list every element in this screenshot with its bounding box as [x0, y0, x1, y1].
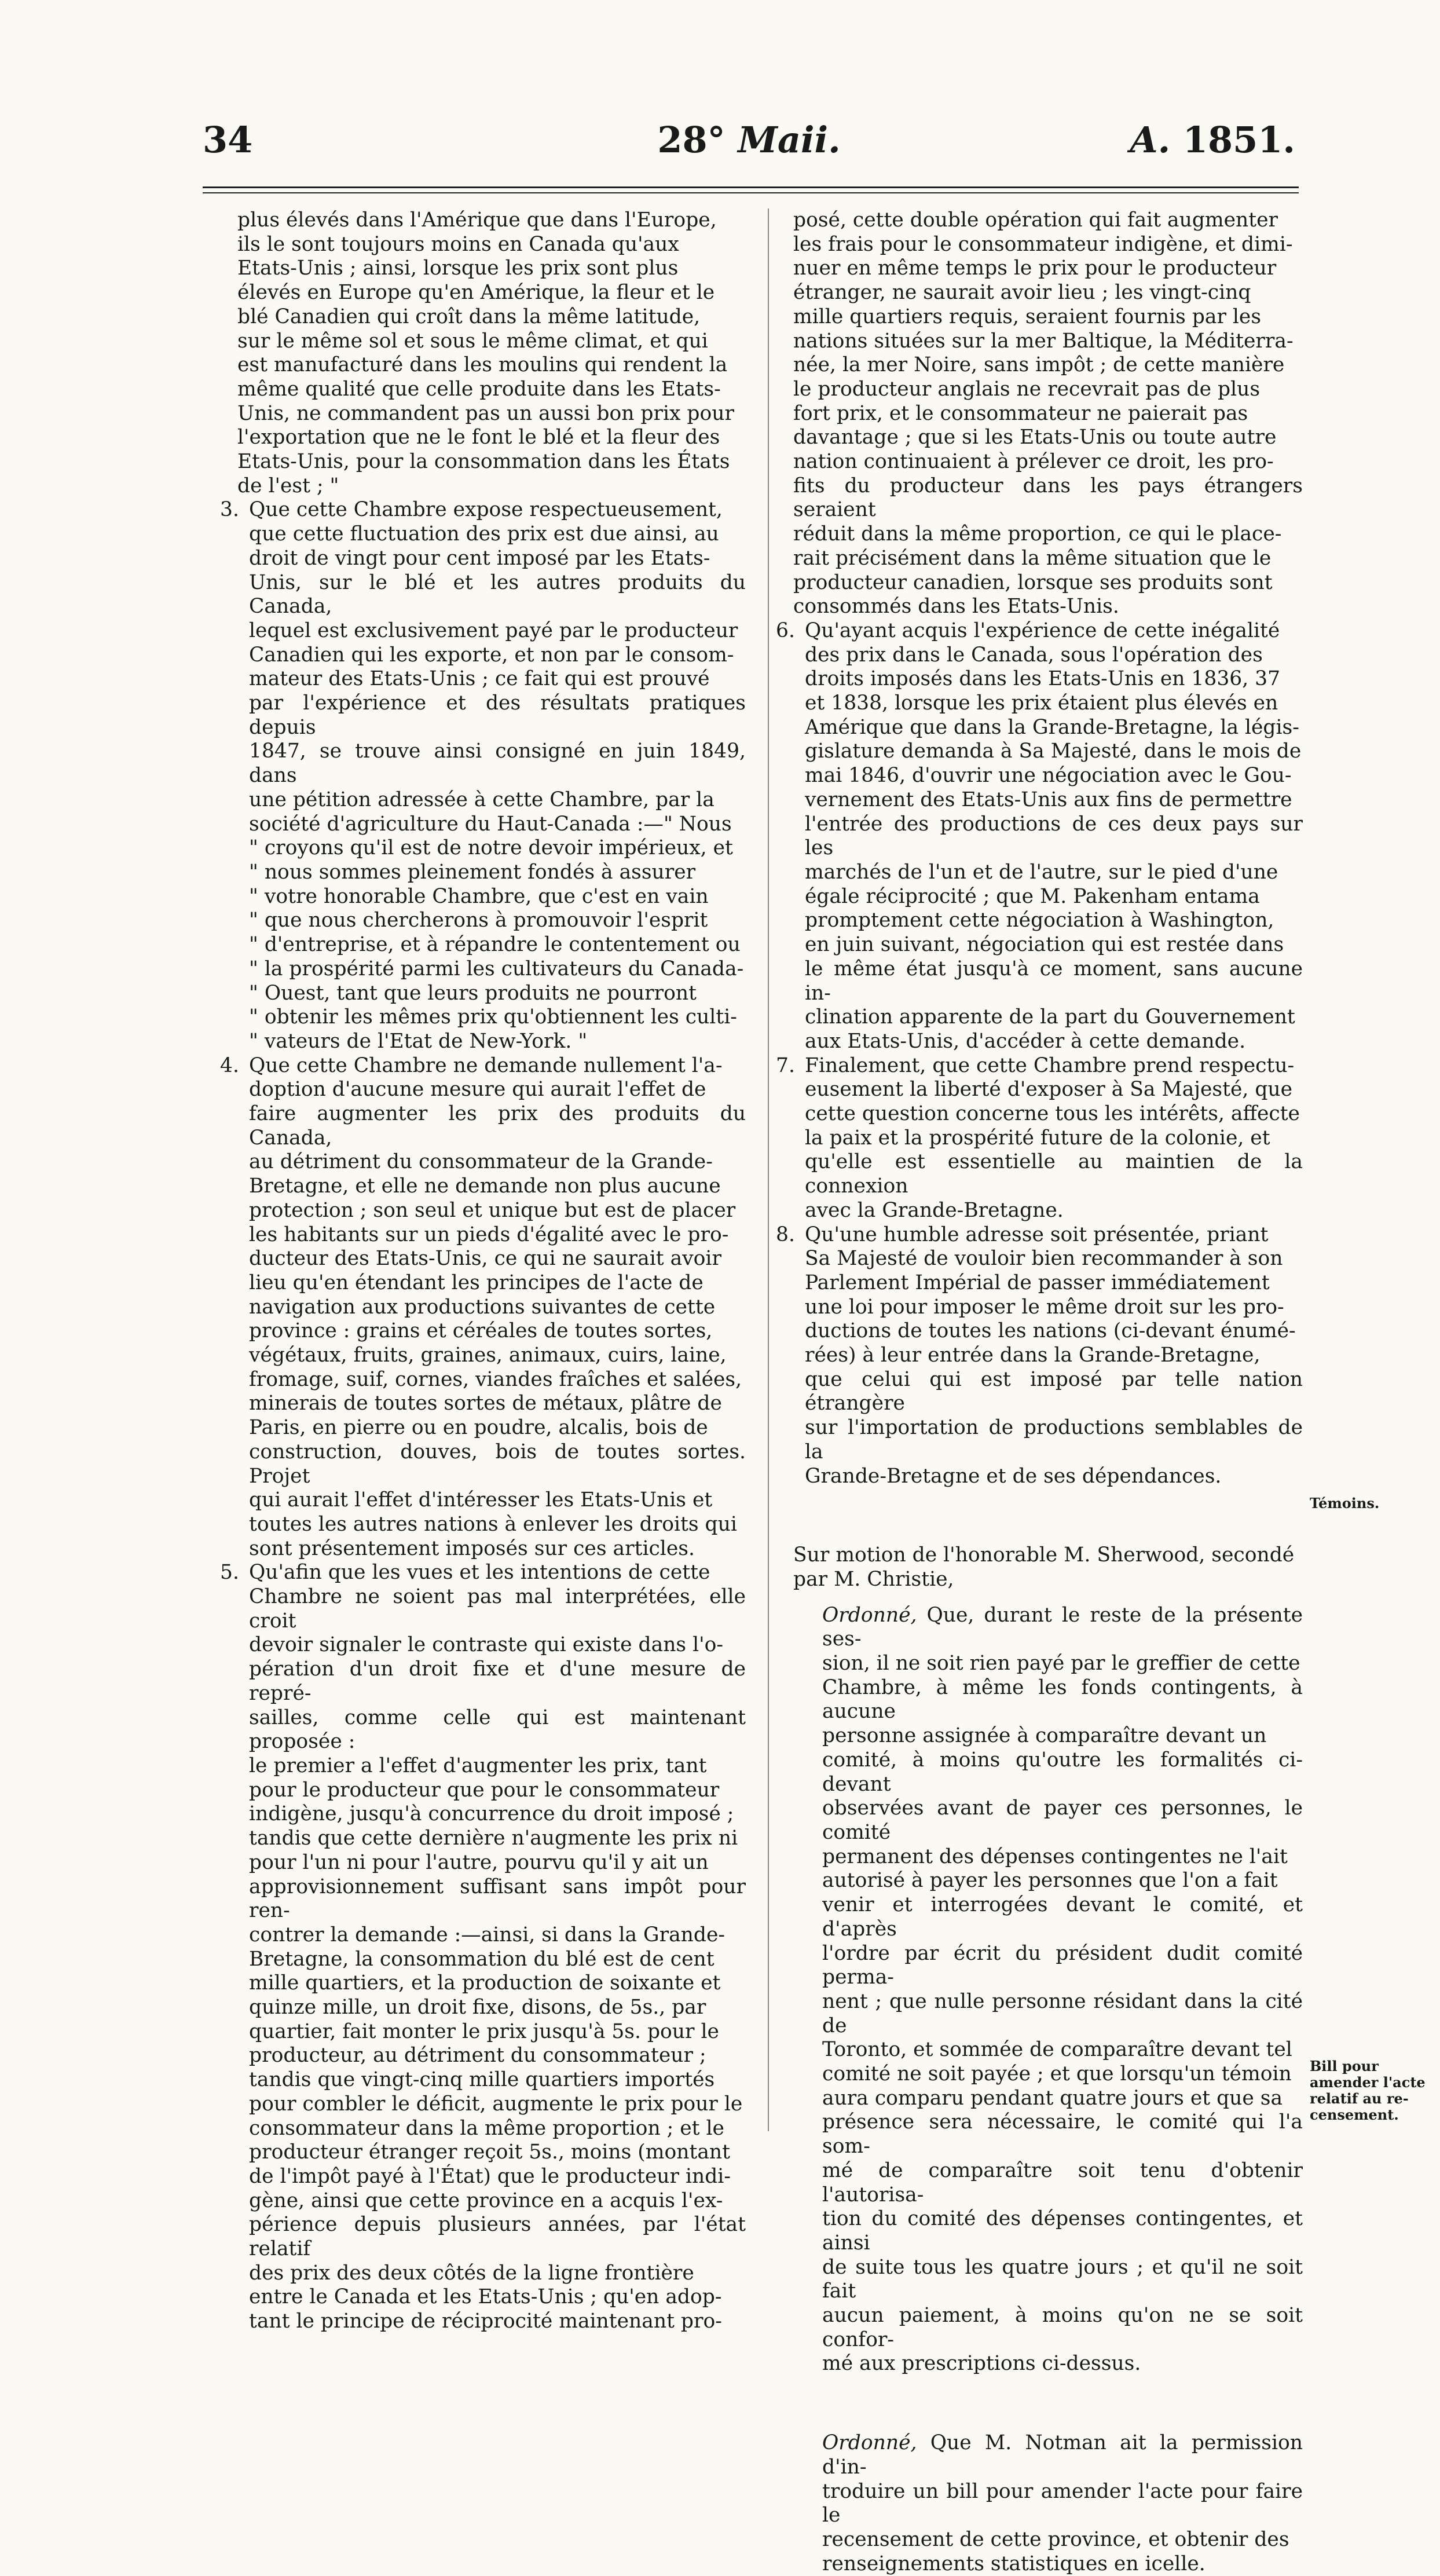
text-line: tandis que vingt-cinq mille quartiers importés [249, 2068, 715, 2092]
text-line: le même état jusqu'à ce moment, sans aucune in- [805, 957, 1303, 1005]
left-column [220, 208, 746, 2334]
item-number: 7. [776, 1053, 795, 1077]
text-line: des prix dans le Canada, sous l'opération des [805, 643, 1263, 667]
text-line: sont présentement imposés sur ces articles. [249, 1536, 695, 1560]
page-header [203, 119, 1295, 171]
text-line: Bretagne, et elle ne demande non plus aucune [249, 1174, 721, 1198]
spacer [793, 1488, 1303, 1543]
text-line: mille quartiers, et la production de soixante et [249, 1971, 721, 1995]
text-line: les frais pour le consommateur indigène, et dimi- [793, 232, 1293, 256]
text-line: nuer en même temps le prix pour le producteur [793, 257, 1277, 280]
text-line: le premier a l'effet d'augmenter les prix, tant [249, 1754, 707, 1777]
text-line: Que cette Chambre expose respectueusement, [249, 498, 723, 522]
text-line: " obtenir les mêmes prix qu'obtiennent les culti- [249, 1005, 737, 1029]
text-line: recensement de cette province, et obtenir des [822, 2527, 1289, 2551]
resolution-4 [220, 1053, 746, 1561]
margin-note-bill [1310, 2058, 1426, 2123]
resolution-5 [220, 1561, 746, 2334]
text-line: qu'elle est essentielle au maintien de la connexion [805, 1150, 1303, 1198]
text-line: cette question concerne tous les intérêts, affecte [805, 1102, 1300, 1126]
text-line: " nous sommes pleinement fondés à assurer [249, 860, 696, 884]
text-line: les habitants sur un pieds d'égalité avec le pro- [249, 1223, 729, 1246]
margin-note-line: relatif au re- [1310, 2090, 1409, 2107]
order-bill [793, 2431, 1303, 2576]
intro-paragraph [237, 208, 746, 498]
order-first-line [799, 2431, 1303, 2479]
text-line: droit de vingt pour cent imposé par les Etats- [249, 546, 710, 570]
resolution-3 [220, 498, 746, 1053]
text-line: Parlement Impérial de passer immédiatement [805, 1271, 1270, 1294]
header-day: 28° [657, 119, 726, 161]
text-line: faire augmenter les prix des produits du Canada, [249, 1102, 746, 1150]
text-line: producteur étranger reçoit 5s., moins (montant [249, 2140, 730, 2164]
margin-note-line: Bill pour [1310, 2058, 1379, 2074]
text-line: permanent des dépenses contingentes ne l'ait [822, 1845, 1288, 1868]
margin-note-line: amender l'acte [1310, 2074, 1426, 2091]
text-line: tandis que cette dernière n'augmente les prix ni [249, 1827, 738, 1850]
text-line: Sur motion de l'honorable M. Sherwood, secondé [793, 1543, 1295, 1567]
text-line: sion, il ne soit rien payé par le greffier de cette [822, 1652, 1300, 1675]
text-line: blé Canadien qui croît dans la même latitude, [237, 305, 701, 328]
text-line: producteur canadien, lorsque ses produits sont [793, 570, 1273, 594]
text-line: une loi pour imposer le même droit sur les pro- [805, 1295, 1284, 1319]
text-line: contrer la demande :—ainsi, si dans la Grande- [249, 1923, 726, 1946]
text-line: lieu qu'en étendant les principes de l'acte de [249, 1271, 703, 1294]
text-line: pour combler le déficit, augmente le prix pour le [249, 2092, 743, 2116]
text-line: des prix des deux côtés de la ligne frontière [249, 2261, 694, 2285]
text-line: autorisé à payer les personnes que l'on a fait [822, 1869, 1278, 1893]
text-line: Toronto, et sommée de comparaître devant tel [822, 2038, 1292, 2062]
text-line: promptement cette négociation à Washington, [805, 909, 1274, 932]
header-year-number: 1851. [1182, 119, 1295, 161]
page-number: 34 [203, 119, 253, 161]
text-line: Sa Majesté de vouloir bien recommander à son [805, 1247, 1283, 1271]
text-line: " vateurs de l'Etat de New-York. " [249, 1029, 588, 1053]
text-line: végétaux, fruits, graines, animaux, cuirs, laine, [249, 1344, 727, 1367]
spacer [793, 2376, 1303, 2431]
text-line: périence depuis plusieurs années, par l'état relatif [249, 2213, 746, 2261]
text-line: mateur des Etats-Unis ; ce fait qui est prouvé [249, 667, 710, 691]
text-line: pour l'un ni pour l'autre, pourvu qu'il y ait un [249, 1850, 709, 1874]
text-line: lequel est exclusivement payé par le producteur [249, 619, 738, 642]
order-lead: Ordonné, [822, 2431, 917, 2455]
text-line: quartier, fait monter le prix jusqu'à 5s. pour le [249, 2019, 719, 2043]
header-date [657, 119, 840, 161]
header-year [1130, 119, 1295, 161]
text-line: navigation aux productions suivantes de cette [249, 1295, 716, 1319]
margin-note-line: censement. [1310, 2106, 1399, 2123]
resolution-8 [776, 1223, 1303, 1489]
order-body [799, 2480, 1303, 2576]
text-line: mé de comparaître soit tenu d'obtenir l'autorisa- [822, 2158, 1303, 2207]
text-line: nent ; que nulle personne résidant dans la cité de [822, 1989, 1303, 2037]
text-line: sur l'importation de productions semblables de la [805, 1416, 1303, 1463]
text-line: Paris, en pierre ou en poudre, alcalis, bois de [249, 1416, 708, 1440]
text-line: minerais de toutes sortes de métaux, plâtre de [249, 1392, 722, 1415]
text-line: davantage ; que si les Etats-Unis ou toute autre [793, 426, 1277, 449]
text-line: élevés en Europe qu'en Amérique, la fleur et le [237, 281, 715, 305]
text-line: construction, douves, bois de toutes sortes. Projet [249, 1440, 746, 1488]
text-line: aux Etats-Unis, d'accéder à cette demande. [805, 1029, 1246, 1053]
text-line: producteur, au détriment du consommateur ; [249, 2044, 706, 2068]
text-line: Etats-Unis, pour la consommation dans les États [237, 450, 730, 474]
text-line: en juin suivant, négociation qui est restée dans [805, 933, 1284, 957]
text-line: présence sera nécessaire, le comité qui l'a som- [822, 2110, 1303, 2158]
resolution-6 [776, 619, 1303, 1054]
text-line: ductions de toutes les nations (ci-devant énumé- [805, 1319, 1296, 1343]
text-line: rait précisément dans la même situation que le [793, 546, 1272, 570]
text-line: Unis, sur le blé et les autres produits du Canada, [249, 570, 746, 619]
text-line: sur le même sol et sous le même climat, et qui [237, 329, 708, 353]
text-line: aura comparu pendant quatre jours et que sa [822, 2086, 1283, 2110]
text-line: née, la mer Noire, sans impôt ; de cette manière [793, 353, 1285, 377]
text-line: posé, cette double opération qui fait augmenter [793, 208, 1278, 232]
order-witnesses [793, 1604, 1303, 2377]
text-line: Qu'une humble adresse soit présentée, priant [805, 1223, 1269, 1246]
text-line: droits imposés dans les Etats-Unis en 1836, 37 [805, 667, 1281, 691]
text-line: " votre honorable Chambre, que c'est en vain [249, 884, 709, 908]
text-line: que celui qui est imposé par telle nation étrangère [805, 1367, 1303, 1415]
text-line: vernement des Etats-Unis aux fins de permettre [805, 788, 1292, 811]
text-line: Bretagne, la consommation du blé est de cent [249, 1947, 714, 1971]
text-line: mai 1846, d'ouvrir une négociation avec le Gou- [805, 764, 1292, 788]
text-line: de l'est ; " [237, 474, 339, 497]
text-line: qui aurait l'effet d'intéresser les Etats-Unis et [249, 1488, 713, 1512]
text-line: est manufacturé dans les moulins qui rendent la [237, 353, 728, 377]
text-line: pour le producteur que pour le consommateur [249, 1778, 720, 1802]
text-line: aucun paiement, à moins qu'on ne se soit confor- [822, 2304, 1303, 2351]
text-line: Qu'afin que les vues et les intentions de cette [249, 1561, 710, 1585]
text-line: société d'agriculture du Haut-Canada :—" Nous [249, 812, 732, 836]
text-line: Chambre ne soient pas mal interprétées, elle croit [249, 1585, 746, 1633]
text-line: personne assignée à comparaître devant un [822, 1724, 1267, 1748]
motion-paragraph [793, 1543, 1303, 1591]
text-line: approvisionnement suffisant sans impôt pour ren- [249, 1875, 746, 1923]
text-line: fits du producteur dans les pays étrangers seraient [793, 474, 1303, 522]
text-line: Unis, ne commandent pas un aussi bon prix pour [237, 401, 735, 425]
text-line: doption d'aucune mesure qui aurait l'effet de [249, 1078, 706, 1102]
text-line: par l'expérience et des résultats pratiques depuis [249, 691, 746, 739]
text-line: même qualité que celle produite dans les Etats- [237, 377, 721, 401]
text-line: au détriment du consommateur de la Grande- [249, 1150, 713, 1174]
text-line: comité, à moins qu'outre les formalités ci-devant [822, 1748, 1303, 1796]
text-line: ils le sont toujours moins en Canada qu'aux [237, 232, 679, 256]
text-line: " Ouest, tant que leurs produits ne pourront [249, 981, 697, 1005]
text-line: " d'entreprise, et à répandre le contentement ou [249, 933, 741, 957]
text-line: marchés de l'un et de l'autre, sur le pied d'une [805, 860, 1278, 884]
text-line: devoir signaler le contraste qui existe dans l'o- [249, 1633, 724, 1657]
text-line: tant le principe de réciprocité maintenant pro- [249, 2310, 722, 2333]
text-line: Grande-Bretagne et de ses dépendances. [805, 1464, 1222, 1488]
text-line: 1847, se trouve ainsi consigné en juin 1849, dans [249, 740, 746, 788]
text-line: égale réciprocité ; que M. Pakenham entama [805, 884, 1260, 908]
text-line: quinze mille, un droit fixe, disons, de 5s., par [249, 1996, 706, 2019]
text-line: Canadien qui les exporte, et non par le consom- [249, 643, 734, 667]
text-line: une pétition adressée à cette Chambre, par la [249, 788, 714, 811]
item-number: 6. [776, 619, 795, 642]
text-line: consommés dans les Etats-Unis. [793, 595, 1119, 619]
text-line: Que M. Notman ait la permission d'in- [822, 2431, 1303, 2479]
text-line: de suite tous les quatre jours ; et qu'il ne soit fait [822, 2255, 1303, 2303]
text-line: sailles, comme celle qui est maintenant proposée : [249, 1706, 746, 1754]
item-number: 4. [220, 1053, 239, 1077]
text-line: que cette fluctuation des prix est due ainsi, au [249, 522, 719, 546]
text-line: avec la Grande-Bretagne. [805, 1198, 1064, 1222]
header-rule-thin [203, 192, 1299, 193]
text-line: " que nous chercherons à promouvoir l'esprit [249, 909, 708, 932]
text-line: fort prix, et le consommateur ne paierait pas [793, 401, 1248, 425]
text-line: rées) à leur entrée dans la Grande-Bretagne, [805, 1344, 1261, 1367]
text-line: Que cette Chambre ne demande nullement l'a- [249, 1053, 723, 1077]
text-line: l'exportation que ne le font le blé et la fleur des [237, 426, 720, 449]
text-line: par M. Christie, [793, 1567, 954, 1591]
text-line: fromage, suif, cornes, viandes fraîches et salées, [249, 1367, 742, 1391]
text-line: gislature demanda à Sa Majesté, dans le mois de [805, 740, 1302, 763]
text-line: " croyons qu'il est de notre devoir impérieux, et [249, 836, 733, 860]
text-line: Chambre, à même les fonds contingents, à aucune [822, 1675, 1303, 1724]
text-line: gène, ainsi que cette province en a acquis l'ex- [249, 2189, 723, 2212]
text-line: observées avant de payer ces personnes, le comité [822, 1796, 1303, 1844]
text-line: renseignements statistiques en icelle. [822, 2552, 1206, 2575]
text-line: comité ne soit payée ; et que lorsqu'un témoin [822, 2062, 1292, 2086]
text-line: nation continuaient à prélever ce droit, les pro- [793, 450, 1274, 474]
continuation-paragraph [793, 208, 1303, 619]
text-line: réduit dans la même proportion, ce qui le place- [793, 522, 1282, 546]
order-first-line [799, 1604, 1303, 1652]
text-line: mille quartiers requis, seraient fournis par les [793, 305, 1262, 328]
text-line: plus élevés dans l'Amérique que dans l'Europe, [237, 208, 717, 232]
text-line: venir et interrogées devant le comité, et d'après [822, 1893, 1303, 1941]
text-line: la paix et la prospérité future de la colonie, et [805, 1126, 1270, 1150]
text-line: province : grains et céréales de toutes sortes, [249, 1319, 713, 1343]
text-line: tion du comité des dépenses contingentes, et ainsi [822, 2207, 1303, 2255]
header-year-prefix: A. [1130, 119, 1171, 161]
text-line: protection ; son seul et unique but est de placer [249, 1198, 736, 1222]
text-line: ducteur des Etats-Unis, ce qui ne saurait avoir [249, 1247, 721, 1271]
text-line: et 1838, lorsque les prix étaient plus élevés en [805, 691, 1278, 715]
text-line: entre le Canada et les Etats-Unis ; qu'en adop- [249, 2285, 722, 2309]
order-lead: Ordonné, [822, 1603, 917, 1627]
resolution-7 [776, 1053, 1303, 1223]
item-number: 8. [776, 1223, 795, 1246]
text-line: de l'impôt payé à l'État) que le producteur indi- [249, 2164, 731, 2188]
text-line: mé aux prescriptions ci-dessus. [822, 2352, 1141, 2376]
column-divider [768, 208, 769, 2131]
text-line: nations situées sur la mer Baltique, la Méditerra- [793, 329, 1294, 353]
item-number: 3. [220, 498, 239, 522]
text-line: troduire un bill pour amender l'acte pour faire le [822, 2479, 1303, 2527]
text-line: toutes les autres nations à enlever les droits qui [249, 1512, 737, 1536]
text-line: Finalement, que cette Chambre prend respectu- [805, 1053, 1295, 1077]
text-line: Que, durant le reste de la présente ses- [822, 1603, 1303, 1651]
text-line: pération d'un droit fixe et d'une mesure de repré- [249, 1657, 746, 1705]
header-month: Maii. [738, 119, 841, 161]
right-column [776, 208, 1303, 2576]
text-line: indigène, jusqu'à concurrence du droit imposé ; [249, 1802, 734, 1826]
text-line: " la prospérité parmi les cultivateurs du Canada- [249, 957, 744, 980]
text-line: l'entrée des productions de ces deux pays sur les [805, 812, 1303, 860]
text-line: Etats-Unis ; ainsi, lorsque les prix sont plus [237, 257, 679, 280]
margin-note-temoins: Témoins. [1310, 1495, 1380, 1512]
text-line: Qu'ayant acquis l'expérience de cette inégalité [805, 619, 1280, 642]
text-line: l'ordre par écrit du président dudit comité perma- [822, 1941, 1303, 1989]
text-line: clination apparente de la part du Gouvernement [805, 1005, 1295, 1029]
text-line: le producteur anglais ne recevrait pas de plus [793, 377, 1261, 401]
header-rule [203, 186, 1299, 188]
text-line: étranger, ne saurait avoir lieu ; les vingt-cinq [793, 281, 1251, 305]
item-number: 5. [220, 1561, 239, 1585]
text-line: Amérique que dans la Grande-Bretagne, la légis- [805, 715, 1299, 739]
text-line: eusement la liberté d'exposer à Sa Majesté, que [805, 1078, 1293, 1102]
order-body [799, 1652, 1303, 2376]
text-line: consommateur dans la même proportion ; et le [249, 2116, 724, 2140]
